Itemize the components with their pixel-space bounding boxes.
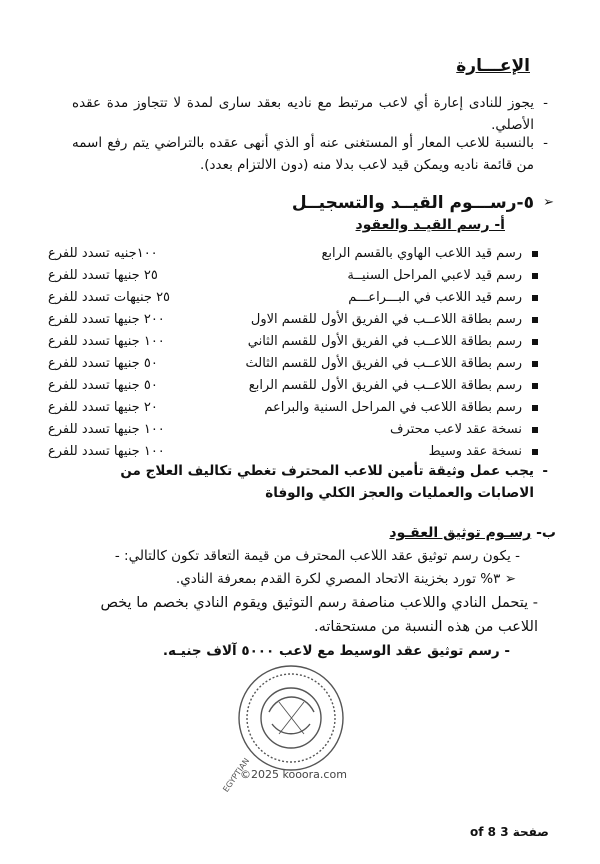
square-bullet-icon xyxy=(532,339,538,345)
fee-name: رسم قيد لاعبي المراحل السنيــة xyxy=(347,268,522,283)
fee-name: رسم بطاقة اللاعب في المراحل السنية والبراعم xyxy=(264,400,522,415)
page-title: الإعـــارة xyxy=(456,56,530,76)
section-5-heading: ➢ ٥-رســـوم القيــد والتسجيــل xyxy=(291,193,554,213)
fee-name: نسخة عقد وسيط xyxy=(428,444,522,459)
fee-amount: ١٠٠جنيه تسدد للفرع xyxy=(48,246,158,261)
fee-row xyxy=(48,375,538,397)
fee-row xyxy=(48,353,538,375)
fee-amount: ٢٠٠ جنيها تسدد للفرع xyxy=(48,312,165,327)
fee-name: رسم بطاقة اللاعــب في الفريق الأول للقسم الثالث xyxy=(245,356,522,371)
fee-amount: ١٠٠ جنيها تسدد للفرع xyxy=(48,334,165,349)
square-bullet-icon xyxy=(532,295,538,301)
fee-name: رسم بطاقة اللاعــب في الفريق الأول للقسم الثاني xyxy=(247,334,522,349)
fee-name: نسخة عقد لاعب محترف xyxy=(390,422,522,437)
arrow-bullet-icon: ➢ xyxy=(504,571,516,587)
square-bullet-icon xyxy=(532,251,538,257)
insurance-requirement: - يجب عمل وثيقة تأمين للاعب المحترف تغطي تكاليف العلاج من الاصابات والعمليات والعجز الكلي والوفاة xyxy=(60,460,534,504)
dash-bullet: - xyxy=(542,463,548,479)
fee-name: رسم بطاقة اللاعــب في الفريق الأول للقسم الاول xyxy=(250,312,522,327)
fee-row xyxy=(48,419,538,441)
fee-amount: ١٠٠ جنيها تسدد للفرع xyxy=(48,422,165,437)
fee-amount: ١٠٠ جنيها تسدد للفرع xyxy=(48,444,165,459)
square-bullet-icon xyxy=(532,427,538,433)
fee-amount: ٥٠ جنيها تسدد للفرع xyxy=(48,378,158,393)
arrow-bullet-icon: ➢ xyxy=(543,195,554,210)
dash-bullet: - xyxy=(543,135,548,151)
fee-name: رسم قيد اللاعب الهاوي بالقسم الرابع xyxy=(321,246,522,261)
contract-fee-share-line-1: - يتحمل النادي واللاعب مناصفة رسم التوثيق ويقوم النادي بخصم ما يخص xyxy=(100,595,538,611)
square-bullet-icon xyxy=(532,405,538,411)
contract-fee-percent: ➢ ٣% تورد بخزينة الاتحاد المصري لكرة القدم بمعرفة النادي. xyxy=(175,571,516,587)
svg-text:EGYPTIAN: EGYPTIAN xyxy=(221,756,252,794)
square-bullet-icon xyxy=(532,317,538,323)
contract-fee-intro: - يكون رسم توثيق عقد اللاعب المحترف من قيمة التعاقد تكون كالتالي: - xyxy=(114,548,520,564)
loan-paragraph-1: - يجوز للنادى إعارة أي لاعب مرتبط مع ناديه بعقد سارى لمدة لا تتجاوز مدة عقده الأصلي. xyxy=(72,92,534,136)
agent-contract-fee: - رسم توثيق عقد الوسيط مع لاعب ٥٠٠٠ آلاف جنيـه. xyxy=(162,643,510,659)
fee-row xyxy=(48,287,538,309)
fee-row xyxy=(48,397,538,419)
page-number-footer: صفحة 3 of 8 xyxy=(470,825,549,839)
dash-bullet: - xyxy=(543,95,548,111)
watermark: ©2025 kooora.com xyxy=(240,768,347,781)
square-bullet-icon xyxy=(532,449,538,455)
fee-row xyxy=(48,309,538,331)
square-bullet-icon xyxy=(532,273,538,279)
fee-amount: ٢٥ جنيهات تسدد للفرع xyxy=(48,290,171,305)
subsection-a-title: أ- رسم القيـد والعقود xyxy=(355,217,505,233)
subsection-b-title: ب- رسـوم توثيق العقـود xyxy=(389,525,556,541)
square-bullet-icon xyxy=(532,383,538,389)
fee-amount: ٢٥ جنيها تسدد للفرع xyxy=(48,268,158,283)
fee-name: رسم بطاقة اللاعــب في الفريق الأول للقسم الرابع xyxy=(248,378,522,393)
fee-row xyxy=(48,265,538,287)
fee-amount: ٢٠ جنيها تسدد للفرع xyxy=(48,400,158,415)
fee-row xyxy=(48,331,538,353)
loan-paragraph-2: - بالنسبة للاعب المعار أو المستغنى عنه أو الذي أنهى عقده بالتراضي يتم رفع اسمه من قائمة ناديه ويمكن قيد لاعب بدلا منه (دون الالتزام بعدد). xyxy=(72,132,534,176)
square-bullet-icon xyxy=(532,361,538,367)
fee-name: رسم قيد اللاعب في البـــراعـــم xyxy=(348,290,522,305)
fee-amount: ٥٠ جنيها تسدد للفرع xyxy=(48,356,158,371)
contract-fee-share-line-2: اللاعب من هذه النسبة من مستحقاته. xyxy=(313,619,538,635)
fee-row xyxy=(48,243,538,265)
